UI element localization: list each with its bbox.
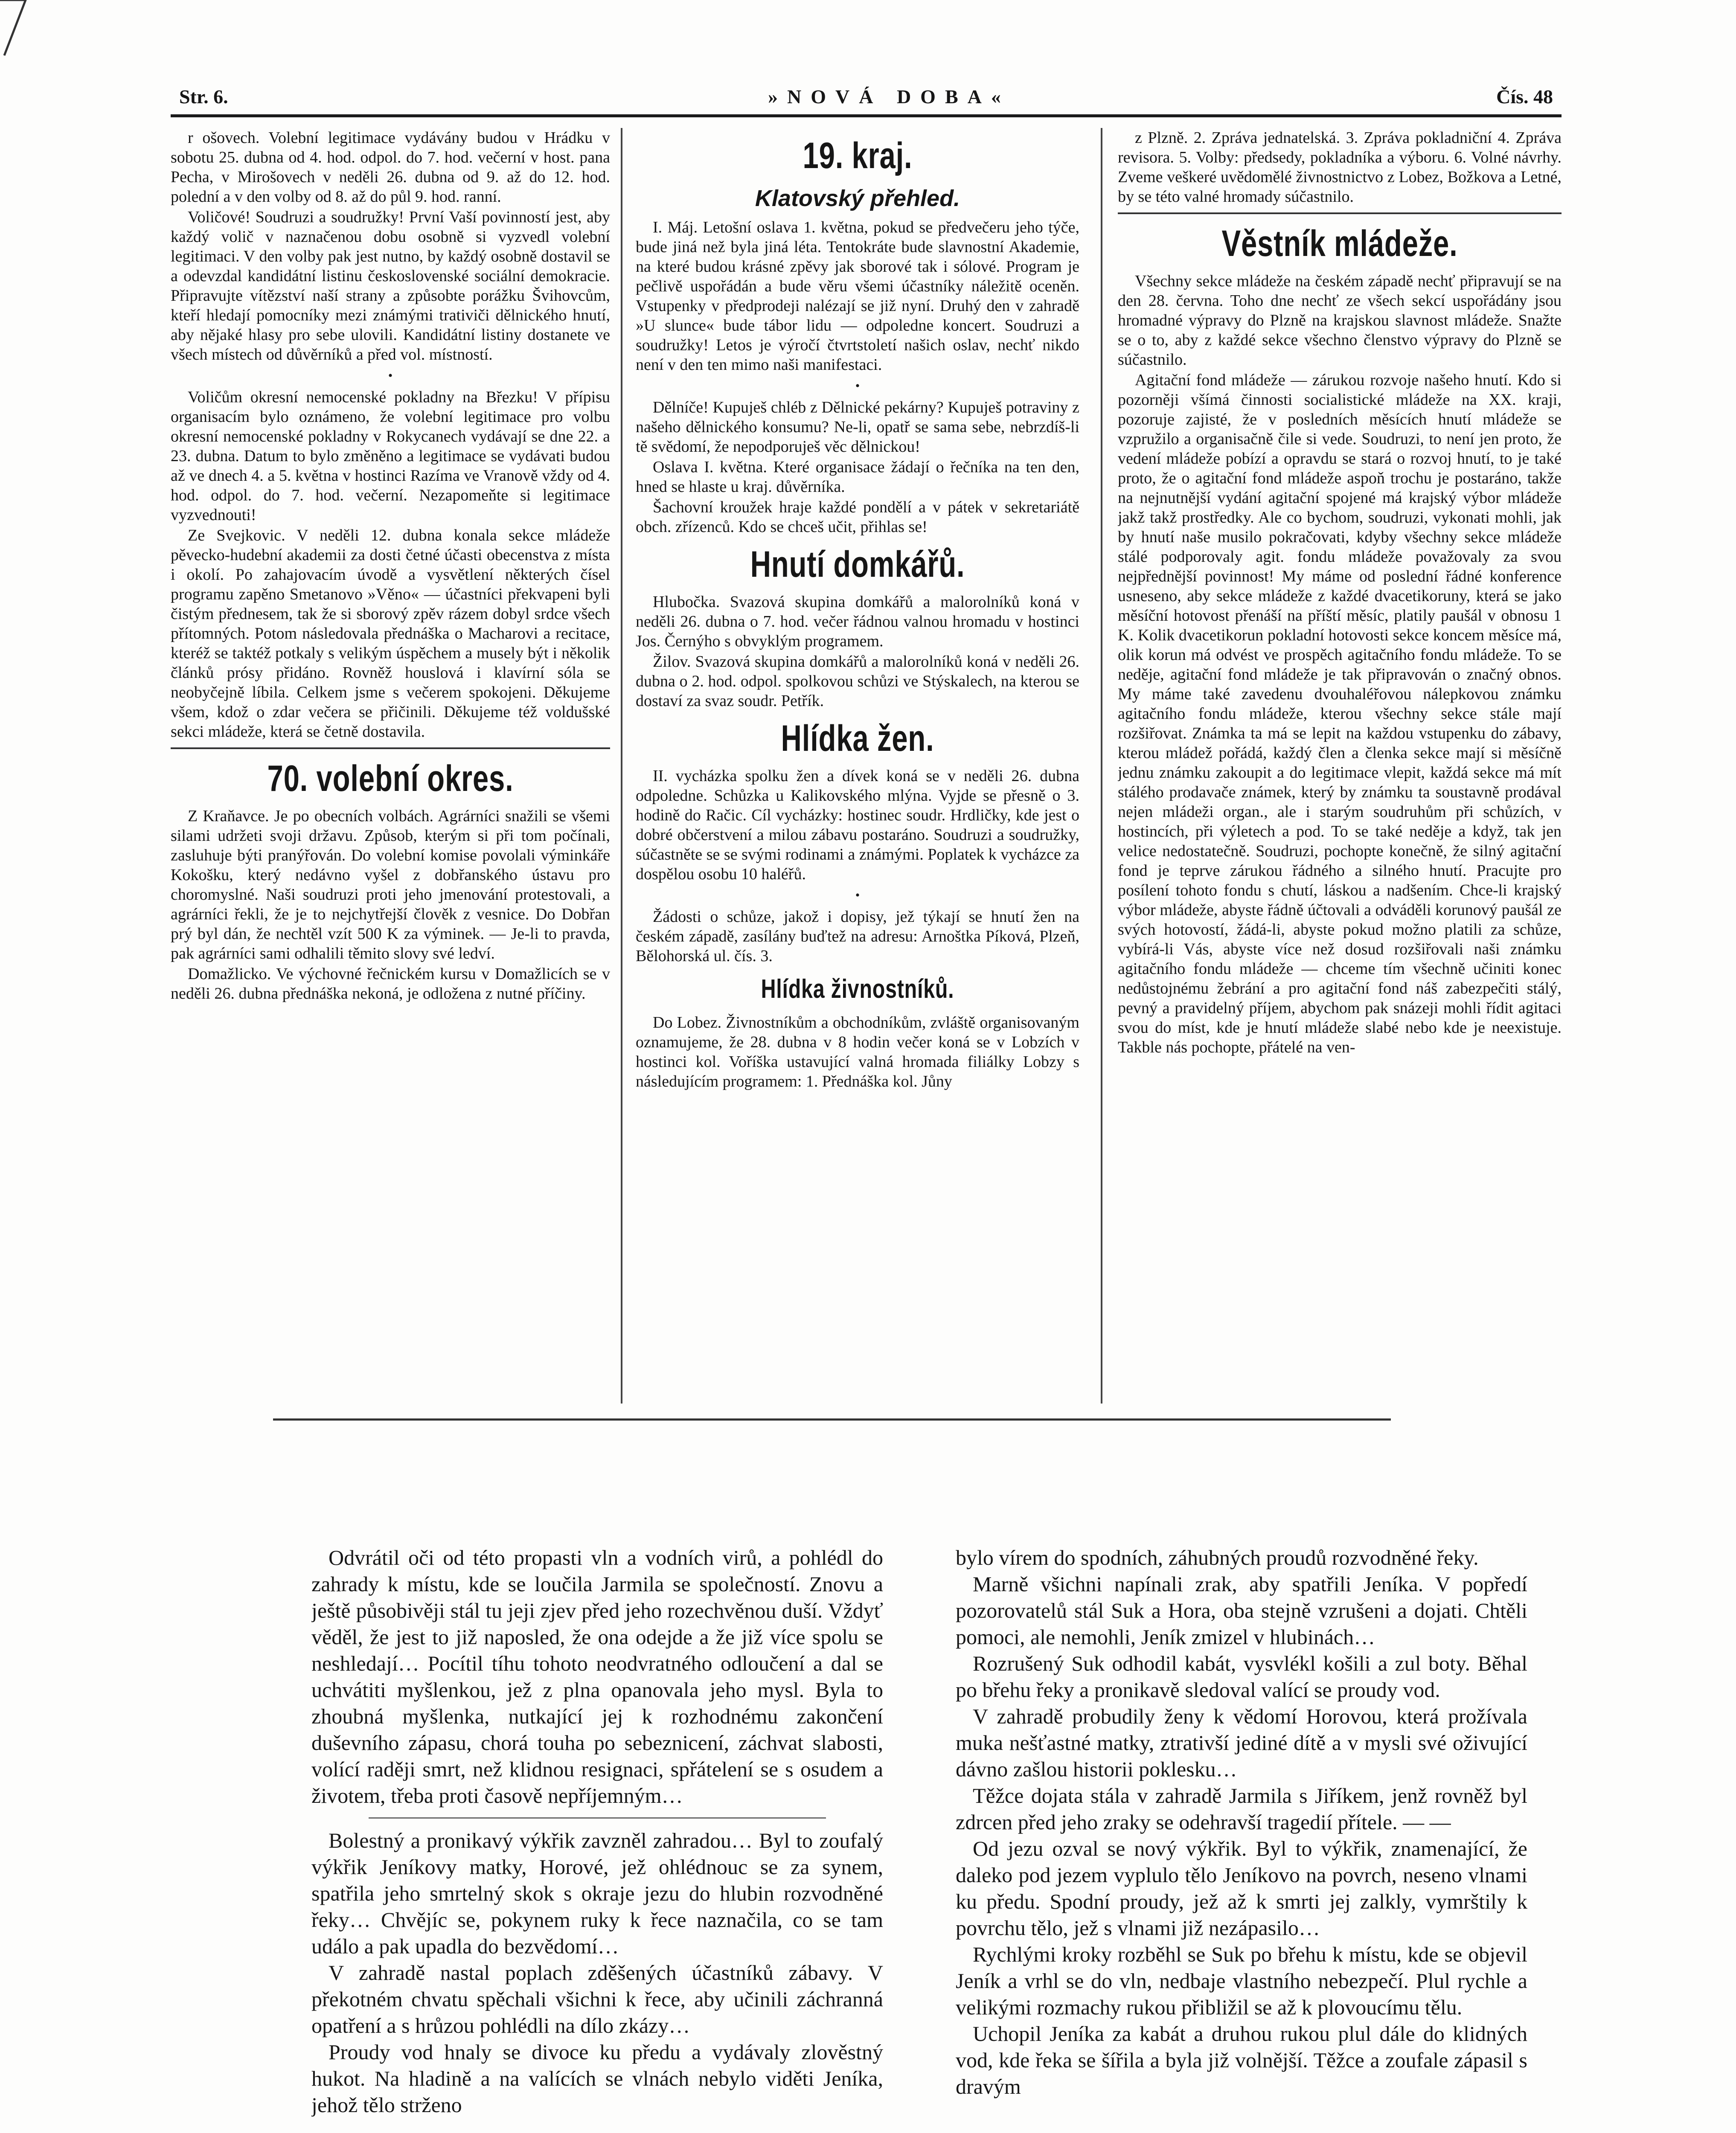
serial-paragraph: Od jezu ozval se nový výkřik. Byl to výkřik, znamenající, že daleko pod jezem vyplulo tělo Jeníkovo na povrch, neseno vlnami ku předu. Spodní proudy, jež až k smrti jej zalkly, vymrštily k povrchu tělo, jež s vlnami již nezápasilo…: [956, 1837, 1527, 1940]
article-zilov: Žilov. Svazová skupina domkářů a malorolníků koná v neděli 26. dubna o 2. hod. odpol. spolkovou schůzi ve Stýskalech, na kterou se dostaví za svaz soudr. Petřík.: [636, 653, 1079, 710]
article-nemocenska-pokladna: Voličům okresní nemocenské pokladny na Březku! V přípisu organisacím bylo oznámeno, že volební legitimace pro volbu okresní nemocenské pokladny v Rokycanech vydávají se dne 22. a 23. dubna. Datum to bylo změněno a legitimace se vydávati budou až ve dnech 4. a 5. května v hostinci Razíma ve Vranově vždy od 4. hod. odpol. do 7. hod. večerní. Nezapomeňte si legitimace vyzvednouti!: [171, 388, 610, 524]
column-divider: [1101, 128, 1102, 1404]
column-divider: [621, 128, 622, 1404]
article-vsechny-sekce: Všechny sekce mládeže na českém západě nechť připravují se na den 28. června. Toho dne nechť ze všech sekcí uspořádány jsou hromadné výpravy do Plzně na krajskou slavnost mládeže. Snažte se o to, aby z každé sekce všechno členstvo výpravy do Plzně se súčastnilo.: [1118, 272, 1562, 369]
serial-paragraph: bylo vírem do spodních, záhubných proudů rozvodněné řeky.: [956, 1546, 1479, 1569]
header-rule: [171, 114, 1562, 117]
article-sachovni-krouzek: Šachovní kroužek hraje každé pondělí a v pátek v sekretariátě obch. zřízenců. Kdo se chceš učit, přihlas se!: [636, 498, 1079, 536]
serial-paragraph: Odvrátil oči od této propasti vln a vodních virů, a pohlédl do zahrady k místu, kde se loučila Jarmila se společností. Znovu a ještě působivěji stál tu jeji zjev před jeho rozechvěnou duší. Vždyť věděl, že jest to již naposled, že ona odejde a že již více spolu se neshledají… Pocítil tíhu tohoto neodvratného odloučení a dal se uchvátiti myšlenkou, jež z plna opanovala jeho mysl. Byla to zhoubná myšlenka, nutkající jej k rozhodnému zakončení duševního zápasu, chorá touha po sebeznicení, záchvat slabosti, volící raději smrt, než klidnou resignaci, spřátelení se s osudem a životem, třeba proti časově nepříjemným…: [311, 1546, 883, 1808]
corner-fold-mark: [0, 0, 34, 60]
header-page-label: Str. 6.: [179, 86, 228, 108]
article-volicove: Voličové! Soudruzi a soudružky! První Vaší povinností jest, aby každý volič v naznačenou dobu osobně si vyzvedl volební legitimaci. V den volby pak jest nutno, by každý osobně dostavil se a odevzdal kandidátní listinu československé sociální demokracie. Připravujte vítězství naší strany a způsobte porážku Švihovcům, kteří hledají pomocníky mezi známými trativiči dělnického hnutí, aby nějaké hlasy pro sebe ulovili. Kandidátní listiny dostanete ve všech místech od důvěrníků a před vol. místností.: [171, 208, 610, 363]
header-issue-number: Čís. 48: [1496, 86, 1553, 108]
section-subtitle-klatovsky: Klatovský přehled.: [755, 186, 960, 211]
column-1: [171, 128, 610, 1408]
serial-paragraph: V zahradě nastal poplach zděšených účastníků zábavy. V překotném chvatu spěchali všichni k řece, aby učinili záchranná opatření a s hrůzou pohlédli na dílo zkázy…: [311, 1961, 883, 2037]
article-delnice: Dělníče! Kupuješ chléb z Dělnické pekárny? Kupuješ potraviny z našeho dělnického konsumu? Ne-li, opatř se sama sebe, nebrzdíš-li tě svědomí, že nepodporuješ věc dělnickou!: [636, 398, 1079, 456]
article-oslava-kvetna: Oslava I. května. Které organisace žádají o řečníka na ten den, hned se hlaste u kraj. důvěrníka.: [636, 458, 1079, 496]
serial-paragraph: Rychlými kroky rozběhl se Suk po břehu k místu, kde se objevil Jeník a vrhl se do vln, nedbaje vlastního nebezpečí. Plul rychle a velikými rozmachy rukou přibližil se až k plovoucímu tělu.: [956, 1942, 1527, 2019]
separator-dot: •: [855, 888, 860, 902]
section-title-19-kraj: 19. kraj.: [803, 135, 913, 176]
article-do-lobez: Do Lobez. Živnostníkům a obchodníkům, zvláště organisovaným oznamujeme, že 28. dubna v 8 hodin večer koná se v Lobzích v hostinci kol. Voříška ustavující valná hromada filiálky Lobzy s následujícím programem: 1. Přednáška kol. Jůny: [636, 1014, 1079, 1090]
column-2: [636, 128, 1079, 1408]
article-mirosov-legitimace: r ošovech. Volební legitimace vydávány budou v Hrádku v sobotu 25. dubna od 4. hod. odpol. do 7. hod. večerní v host. pana Pecha, v Mirošovech v neděli 26. dubna od 9. až do 12. hod. polední a v den volby od 8. až do půl 9. hod. ranní.: [171, 129, 610, 206]
section-title-hlidka-zivnostniku: Hlídka živnostníků.: [761, 974, 954, 1004]
section-title-hnuti-domkaru: Hnutí domkářů.: [750, 544, 965, 585]
section-title-hlidka-zen: Hlídka žen.: [781, 718, 934, 759]
serial-right-column: [956, 1544, 1527, 2133]
serial-paragraph: Bolestný a pronikavý výkřik zavzněl zahradou… Byl to zoufalý výkřik Jeníkovy matky, Horové, jež ohlédnouc se za synem, spatřila jeho smrtelný skok s okraje jezu do hlubin rozvodněné řeky… Chvějíc se, pokynem ruky k řece naznačila, co se tam událo a pak upadla do bezvědomí…: [311, 1828, 883, 1958]
serial-paragraph: V zahradě probudily ženy k vědomí Horovou, která prožívala muka nešťastné matky, ztrativší jediné dítě a v mysli své oživující dávno zašlou historii poklesku…: [956, 1704, 1527, 1781]
section-divider: [1118, 212, 1562, 214]
serial-paragraph: Proudy vod hnaly se divoce ku předu a vydávaly zlověstný hukot. Na hladině a na valících se vlnách nebylo viděti Jeníka, jehož tělo strženo: [311, 2040, 883, 2117]
article-1-maj: I. Máj. Letošní oslava 1. května, pokud se předvečeru jeho týče, bude jiná než byla jiná léta. Tentokráte bude slavnostní Akademie, na které budou krásné zpěvy jak sborové tak i sólové. Program je pečlivě uspořádán a bude věru všemi účastníky náležitě oceněn. Vstupenky v předprodeji nalézají se již nyní. Druhý den v zahradě »U slunce« bude tábor lidu — odpoledne koncert. Soudruzi a soudružky! Letos je výročí čtvrtstoletí našich oslav, nechť nikdo není v den ten mimo naši manifestaci.: [636, 218, 1079, 374]
separator-dot: •: [388, 369, 393, 383]
article-vychazka-zen: II. vycházka spolku žen a dívek koná se v neděli 26. dubna odpoledne. Schůzka u Kalikovského mlýna. Vyjde se přesně o 3. hodině do Račic. Cíl vycházky: hostinec soudr. Hrdličky, kde jest o dobré občerstvení a milou zábavu postaráno. Soudruzi a soudružky, súčastněte se se svými rodinami a známými. Poplatek k vycházce za dospělou osobu 10 haléřů.: [636, 767, 1079, 883]
article-hlubocka: Hlubočka. Svazová skupina domkářů a malorolníků koná v neděli 26. dubna o 7. hod. večer řádnou valnou hromadu v hostinci Jos. Černýho s obvyklým programem.: [636, 593, 1079, 650]
header-masthead: »NOVÁ DOBA«: [768, 86, 1010, 108]
serial-divider: [369, 1817, 826, 1819]
column-3: [1118, 128, 1562, 1408]
section-divider: [171, 747, 610, 749]
article-z-kranavce: Z Kraňavce. Je po obecních volbách. Agrárníci snažili se všemi silami udržeti svoji državu. Způsob, kterým si při tom počínali, zasluhuje býti pranýřován. Do volební komise povolali výminkáře Kokošku, který nedávno vyšel z dobřanského ústavu pro choromyslné. Naši soudruzi proti jeho jmenování protestovali, a agrárníci řekli, že je to nejchytřejší člověk z vesnice. Do Dobřan prý byl dán, že nechtěl vzít 500 K za výminek. — Je-li to pravda, pak agrárníci sami odhalili těmito slovy své ledví.: [171, 807, 610, 962]
article-agitacni-fond: Agitační fond mládeže — zárukou rozvoje našeho hnutí. Kdo si pozorněji všímá činnosti socialistické mládeže na XX. kraji, pozoruje zajisté, že v posledních měsících hnutí mládeže se vzpružilo a organisačně čile si vede. Soudruzi, to není jen proto, že vedení mládeže pobízí a opravdu se stará o rozvoj hnutí, to je také proto, že o agitační fond mládeže aspoň trochu je postaráno, takže na nejnutnější vydání agitační spojené má krajský výbor mládeže jakž takž prostředky. Ale co bychom, soudruzi, vykonati mohli, jak by hnutí naše musilo pokračovati, kdyby všechny sekce mládeže stálé podporovaly agit. fondu mládeže považovaly za svou nejpřednější povinnost! My máme od poslední řádné konference usneseno, aby sekce mládeže z každé dvacetikoruny, která se jako měsíční hotovost přenáší na příští měsíc, platily paušál v obnosu 1 K. Kolik dvacetikorun pokladní hotovosti sekce koncem měsíce má, olik korun má odvést ve prospěch agitačního fondu mládeže. To se neděje, agitační fond mládeže je tak připravován o značný obnos. My máme také zavedenu dvouhaléřovou nálepkovou známku agitačního fondu mládeže, kterou všechny sekce stále mají rozšiřovat. Známka ta má se lepit na každou vstupenku do zábavy, kterou mládež pořádá, každý člen a členka sekce mají si měsíčně jednu známku zakoupit a do legitimace vlepit, každá sekce má mít stálého prodavače známek, který by známku ta soustavně prodával nejen mládeži organ., ale i starým soudruhům při schůzích, v hostincích, při výletech a pod. To se také neděje a když, tak jen velice nedostatečně. Soudruzi, pochopte konečně, že silný agitační fond je teprve zárukou řádného a silného hnutí. Pracujte pro posílení tohoto fondu s chutí, láskou a nadšením. Chce-li krajský výbor mládeže, abyste řádně účtovali a odváděli korunový paušál ze svých hotovostí, žádá-li, abyste pokud možno platili za schůze, vybírá-li Vás, abyste více než dosud rozšiřovali naši známku agitačního fondu mládeže — chceme tím všechně učiniti konec nedůstojnému žebrání a pro agitační fond náš zabezpečiti stálý, pevný a pravidelný příjem, abychom pak snázeji mohli řídit agitaci svou do míst, kde je hnutí mládeže slabé nebo kde je neexistuje. Takble nás pochopte, přátelé na ven-: [1118, 371, 1562, 1056]
feuilleton-rule: [273, 1418, 1391, 1421]
page-header: [171, 85, 1562, 111]
article-lobez-program: z Plzně. 2. Zpráva jednatelská. 3. Zpráva pokladniční 4. Zpráva revisora. 5. Volby: předsedy, pokladníka a výboru. 6. Volné návrhy. Zveme veškeré uvědomělé živnostnictvo z Lobez, Božkova a Letné, by se této valné hromady súčastnilo.: [1118, 129, 1562, 206]
serial-paragraph: Marně všichni napínali zrak, aby spatřili Jeníka. V popředí pozorovatelů stál Suk a Hora, oba stejně vzrušeni a dojati. Chtěli pomoci, ale nemohli, Jeník zmizel v hlubinách…: [956, 1572, 1527, 1649]
section-title-70-okres: 70. volební okres.: [267, 758, 514, 799]
serial-left-column: [311, 1544, 883, 2133]
separator-dot: •: [855, 379, 860, 393]
article-zadosti-o-schuze: Žádosti o schůze, jakož i dopisy, jež týkají se hnutí žen na českém západě, zasílány buďtež na adresu: Arnoštka Píková, Plzeň, Bělohorská ul. čís. 3.: [636, 908, 1079, 965]
section-title-vestnik-mladeze: Věstník mládeže.: [1221, 223, 1458, 264]
serial-paragraph: Rozrušený Suk odhodil kabát, vysvlékl košili a zul boty. Běhal po břehu řeky a pronikavě sledoval valící se proudy vod.: [956, 1651, 1527, 1702]
article-ze-svejkovic: Ze Svejkovic. V neděli 12. dubna konala sekce mládeže pěvecko-hudební akademii za dosti četné účasti obecenstva z místa i okolí. Po zahajovacím úvodě a vysvětlení některých čísel programu zapěno Smetanovo »Věno« — účastníci překvapeni byli čistým přednesem, tak že si sborový zpěv rázem dobyl srdce všech přítomných. Potom následovala přednáška o Macharovi a recitace, kteréž se taktéž potkaly s velikým úspěchem a musely být i několik článků prósy přidáno. Rovněž houslová i klavírní sóla se neobyčejně líbila. Celkem jsme s večerem spokojeni. Děkujeme všem, kdož o zdar večera se přičinili. Děkujeme též voldušské sekci mládeže, která se četně dostavila.: [171, 526, 610, 741]
serial-paragraph: Uchopil Jeníka za kabát a druhou rukou plul dále do klidných vod, kde řeka se šířila a byla již volnější. Těžce a zoufale zápasil s dravým: [956, 2022, 1527, 2098]
serial-paragraph: Těžce dojata stála v zahradě Jarmila s Jiříkem, jenž rovněž byl zdrcen před jeho zraky se odehravší tragedií přítele. — —: [956, 1784, 1527, 1834]
article-domazlicko: Domažlicko. Ve výchovné řečnickém kursu v Domažlicích se v neděli 26. dubna přednáška nekoná, je odložena z nutné příčiny.: [171, 965, 610, 1003]
